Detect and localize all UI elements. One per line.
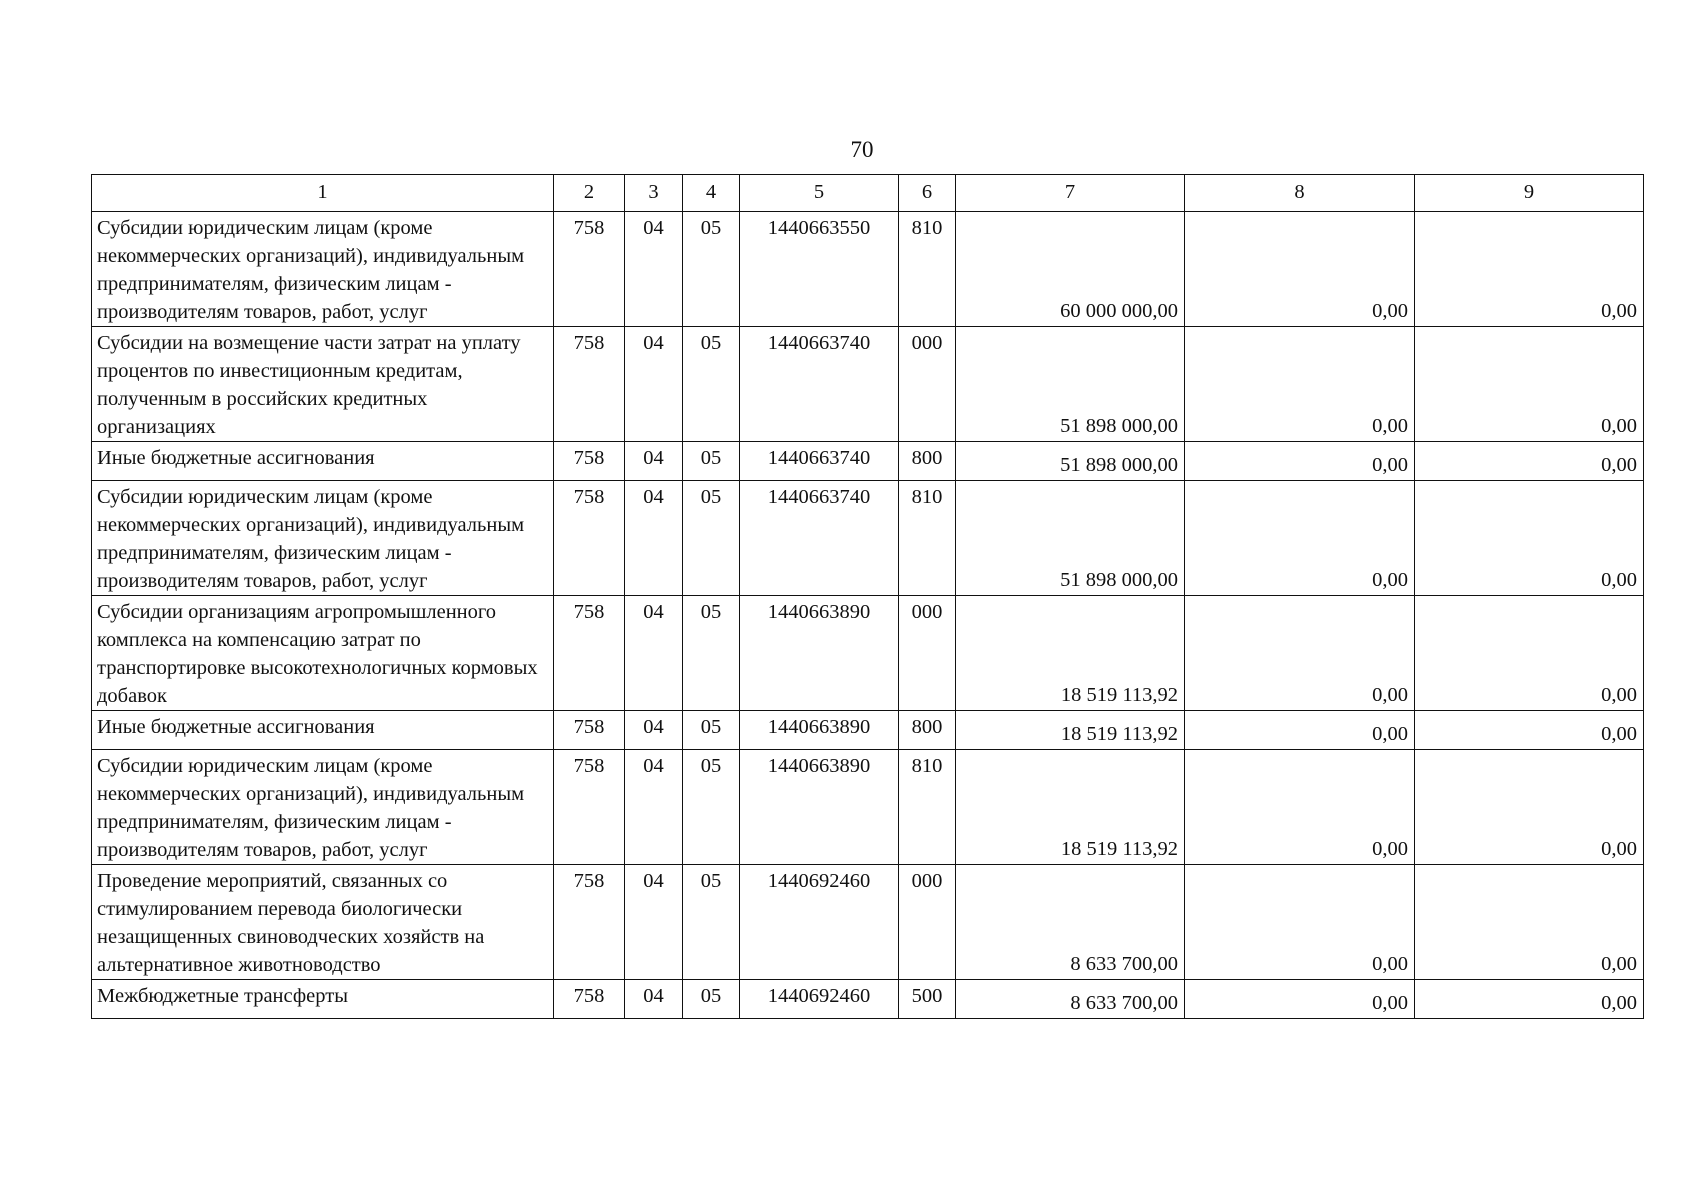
row-target-code: 1440692460 [740,865,899,980]
row-target-code: 1440663890 [740,711,899,750]
row-subsection-code: 05 [683,596,740,711]
header-cell-1: 1 [92,175,554,212]
row-section-code: 04 [625,327,683,442]
row-name: Субсидии юридическим лицам (кроме некоммерческих организаций), индивидуальным предпринимателям, физическим лицам - производителям товаров, работ, услуг [92,481,554,596]
row-amount-7: 18 519 113,92 [956,596,1185,711]
row-expense-type-code: 810 [899,481,956,596]
row-amount-9: 0,00 [1415,596,1644,711]
row-expense-type-code: 800 [899,711,956,750]
row-subsection-code: 05 [683,442,740,481]
row-section-code: 04 [625,442,683,481]
row-expense-type-code: 000 [899,327,956,442]
row-ministry-code: 758 [554,481,625,596]
row-name: Субсидии юридическим лицам (кроме некоммерческих организаций), индивидуальным предпринимателям, физическим лицам - производителям товаров, работ, услуг [92,212,554,327]
table-row [92,750,1644,865]
row-amount-9: 0,00 [1415,481,1644,596]
row-target-code: 1440663890 [740,596,899,711]
row-target-code: 1440663740 [740,442,899,481]
row-amount-8: 0,00 [1185,327,1415,442]
row-section-code: 04 [625,481,683,596]
row-amount-9: 0,00 [1415,327,1644,442]
row-name: Субсидии организациям агропромышленного комплекса на компенсацию затрат по транспортировке высокотехнологичных кормовых добавок [92,596,554,711]
row-section-code: 04 [625,596,683,711]
row-amount-8: 0,00 [1185,212,1415,327]
row-amount-8: 0,00 [1185,711,1415,750]
row-expense-type-code: 000 [899,596,956,711]
header-cell-3: 3 [625,175,683,212]
header-row [92,175,1644,212]
row-target-code: 1440663740 [740,481,899,596]
row-ministry-code: 758 [554,711,625,750]
header-cell-9: 9 [1415,175,1644,212]
row-expense-type-code: 810 [899,750,956,865]
row-amount-9: 0,00 [1415,212,1644,327]
row-amount-8: 0,00 [1185,865,1415,980]
header-cell-8: 8 [1185,175,1415,212]
table-row [92,327,1644,442]
header-cell-7: 7 [956,175,1185,212]
row-amount-7: 8 633 700,00 [956,980,1185,1019]
row-name: Субсидии юридическим лицам (кроме некоммерческих организаций), индивидуальным предпринимателям, физическим лицам - производителям товаров, работ, услуг [92,750,554,865]
row-amount-7: 60 000 000,00 [956,212,1185,327]
row-amount-8: 0,00 [1185,596,1415,711]
row-amount-9: 0,00 [1415,980,1644,1019]
row-amount-7: 51 898 000,00 [956,481,1185,596]
row-target-code: 1440663740 [740,327,899,442]
row-amount-8: 0,00 [1185,980,1415,1019]
row-section-code: 04 [625,980,683,1019]
row-amount-9: 0,00 [1415,865,1644,980]
row-subsection-code: 05 [683,750,740,865]
row-amount-9: 0,00 [1415,711,1644,750]
row-section-code: 04 [625,711,683,750]
row-amount-9: 0,00 [1415,442,1644,481]
row-target-code: 1440692460 [740,980,899,1019]
header-cell-6: 6 [899,175,956,212]
row-ministry-code: 758 [554,596,625,711]
row-amount-8: 0,00 [1185,481,1415,596]
row-subsection-code: 05 [683,980,740,1019]
row-amount-7: 51 898 000,00 [956,442,1185,481]
row-expense-type-code: 000 [899,865,956,980]
row-amount-9: 0,00 [1415,750,1644,865]
table-row [92,481,1644,596]
row-section-code: 04 [625,865,683,980]
table-row [92,980,1644,1019]
row-amount-7: 8 633 700,00 [956,865,1185,980]
row-name: Проведение мероприятий, связанных со стимулированием перевода биологически незащищенных свиноводческих хозяйств на альтернативное животноводство [92,865,554,980]
row-name: Иные бюджетные ассигнования [92,711,554,750]
row-amount-8: 0,00 [1185,442,1415,481]
table-row [92,865,1644,980]
row-section-code: 04 [625,750,683,865]
row-subsection-code: 05 [683,481,740,596]
header-cell-2: 2 [554,175,625,212]
budget-table [91,174,1644,1019]
row-name: Иные бюджетные ассигнования [92,442,554,481]
header-cell-4: 4 [683,175,740,212]
table-row [92,596,1644,711]
row-name: Межбюджетные трансферты [92,980,554,1019]
row-ministry-code: 758 [554,442,625,481]
table-row [92,442,1644,481]
table-row [92,711,1644,750]
row-ministry-code: 758 [554,980,625,1019]
page-number: 70 [850,137,874,162]
row-ministry-code: 758 [554,212,625,327]
row-ministry-code: 758 [554,327,625,442]
row-subsection-code: 05 [683,327,740,442]
row-amount-7: 51 898 000,00 [956,327,1185,442]
row-ministry-code: 758 [554,750,625,865]
row-amount-8: 0,00 [1185,750,1415,865]
row-expense-type-code: 800 [899,442,956,481]
row-expense-type-code: 810 [899,212,956,327]
table-row [92,212,1644,327]
row-subsection-code: 05 [683,865,740,980]
row-amount-7: 18 519 113,92 [956,750,1185,865]
row-subsection-code: 05 [683,212,740,327]
row-amount-7: 18 519 113,92 [956,711,1185,750]
row-subsection-code: 05 [683,711,740,750]
row-ministry-code: 758 [554,865,625,980]
header-cell-5: 5 [740,175,899,212]
row-section-code: 04 [625,212,683,327]
row-target-code: 1440663890 [740,750,899,865]
row-expense-type-code: 500 [899,980,956,1019]
row-name: Субсидии на возмещение части затрат на уплату процентов по инвестиционным кредитам, полученным в российских кредитных организациях [92,327,554,442]
row-target-code: 1440663550 [740,212,899,327]
